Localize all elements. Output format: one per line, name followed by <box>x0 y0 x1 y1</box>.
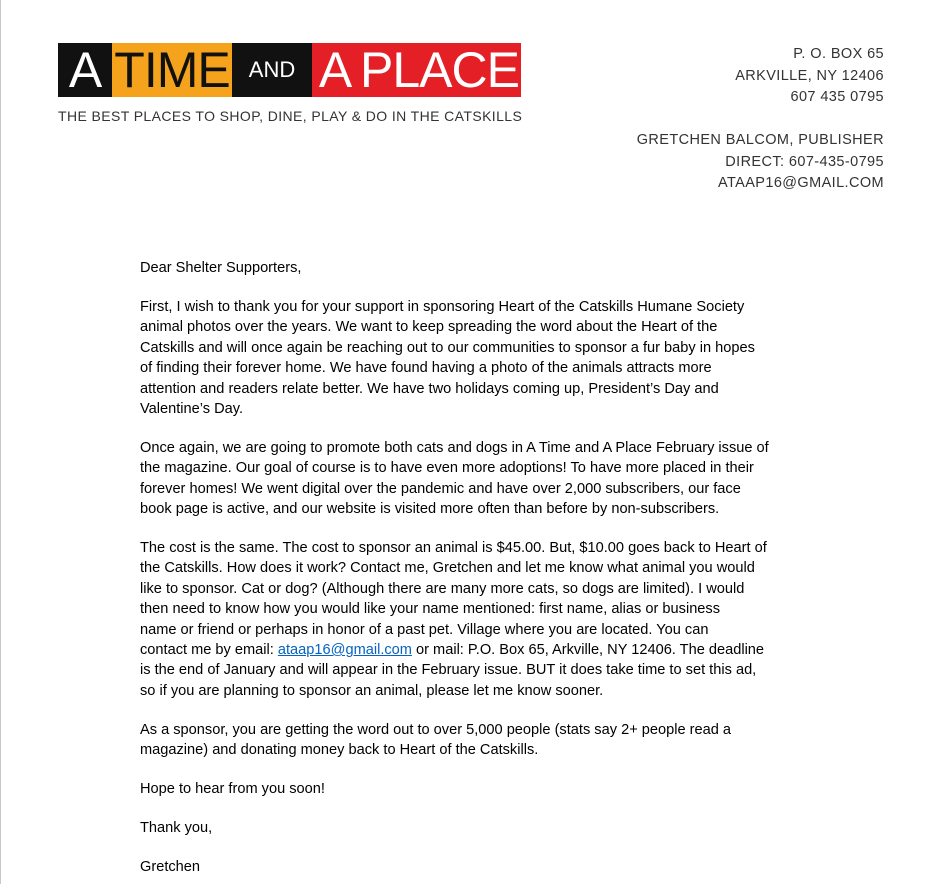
signature: Gretchen <box>140 858 201 875</box>
text-line: Catskills and will once again be reaching out to our communities to sponsor a fur baby in hopes <box>140 339 755 356</box>
text-line: As a sponsor, you are getting the word out to over 5,000 people (stats say 2+ people read a <box>140 721 732 738</box>
publisher-email: ATAAP16@GMAIL.COM <box>717 175 884 191</box>
email-prefix: contact me by email: <box>140 642 278 658</box>
text-line: animal photos over the years. We want to keep spreading the word about the Heart of the <box>140 319 718 336</box>
logo-segment-a-second: A <box>312 43 358 97</box>
text-line: magazine) and donating money back to Heart of the Catskills. <box>140 742 539 759</box>
logo-segment-and: AND <box>232 43 312 97</box>
email-suffix: or mail: P.O. Box 65, Arkville, NY 12406. The deadline <box>411 642 765 658</box>
text-line: attention and readers relate better. We have two holidays coming up, President’s Day and <box>140 380 719 397</box>
paragraph-hope: Hope to hear from you soon! <box>140 781 325 798</box>
paragraph-promotion <box>140 438 830 520</box>
paragraph-sponsor-reach <box>140 720 830 761</box>
text-line: of finding their forever home. We have found having a photo of the animals attracts more <box>140 360 712 377</box>
mailing-address <box>735 44 884 109</box>
address-po-box: P. O. BOX 65 <box>793 46 884 62</box>
text-line: Valentine’s Day. <box>140 400 244 417</box>
email-link[interactable]: ataap16@gmail.com <box>277 642 412 658</box>
salutation: Dear Shelter Supporters, <box>140 260 302 276</box>
closing: Thank you, <box>140 819 213 836</box>
publisher-name: GRETCHEN BALCOM, PUBLISHER <box>636 132 884 148</box>
logo-tagline: THE BEST PLACES TO SHOP, DINE, PLAY & DO IN THE CATSKILLS <box>58 108 523 124</box>
address-city: ARKVILLE, NY 12406 <box>735 67 884 84</box>
text-line: forever homes! We went digital over the pandemic and have over 2,000 subscribers, our face <box>140 480 741 497</box>
logo-segment-time: TIME <box>112 43 232 97</box>
publisher-contact <box>637 130 884 195</box>
text-line: the magazine. Our goal of course is to have even more adoptions! To have more placed in their <box>140 460 754 477</box>
logo-segment-place: PLACE <box>358 43 521 97</box>
text-line: so if you are planning to sponsor an animal, please let me know sooner. <box>140 682 604 699</box>
publisher-direct-phone: DIRECT: 607-435-0795 <box>725 153 884 170</box>
text-line: then need to know how you would like your name mentioned: first name, alias or business <box>140 601 721 618</box>
text-line-email <box>140 640 830 660</box>
text-line: First, I wish to thank you for your support in sponsoring Heart of the Catskills Humane Society <box>140 298 745 315</box>
paragraph-cost <box>140 538 830 701</box>
text-line: like to sponsor. Cat or dog? (Although there are many more cats, so dogs are limited). I would <box>140 580 745 597</box>
logo-segment-a: A <box>58 43 112 97</box>
letter-body <box>140 258 830 896</box>
text-line: name or friend or perhaps in honor of a past pet. Village where you are located. You can <box>140 621 709 638</box>
paragraph-thanks <box>140 297 830 419</box>
a-time-and-a-place-logo <box>58 43 521 97</box>
text-line: the Catskills. How does it work? Contact me, Gretchen and let me know what animal you would <box>140 560 755 577</box>
address-phone: 607 435 0795 <box>790 89 884 105</box>
text-line: Once again, we are going to promote both cats and dogs in A Time and A Place February issue of <box>140 439 769 456</box>
text-line: The cost is the same. The cost to sponsor an animal is $45.00. But, $10.00 goes back to Heart of <box>140 539 767 556</box>
text-line: book page is active, and our website is visited more often than before by non-subscribers. <box>140 501 720 518</box>
text-line: is the end of January and will appear in the February issue. BUT it does take time to set this ad, <box>140 662 757 679</box>
